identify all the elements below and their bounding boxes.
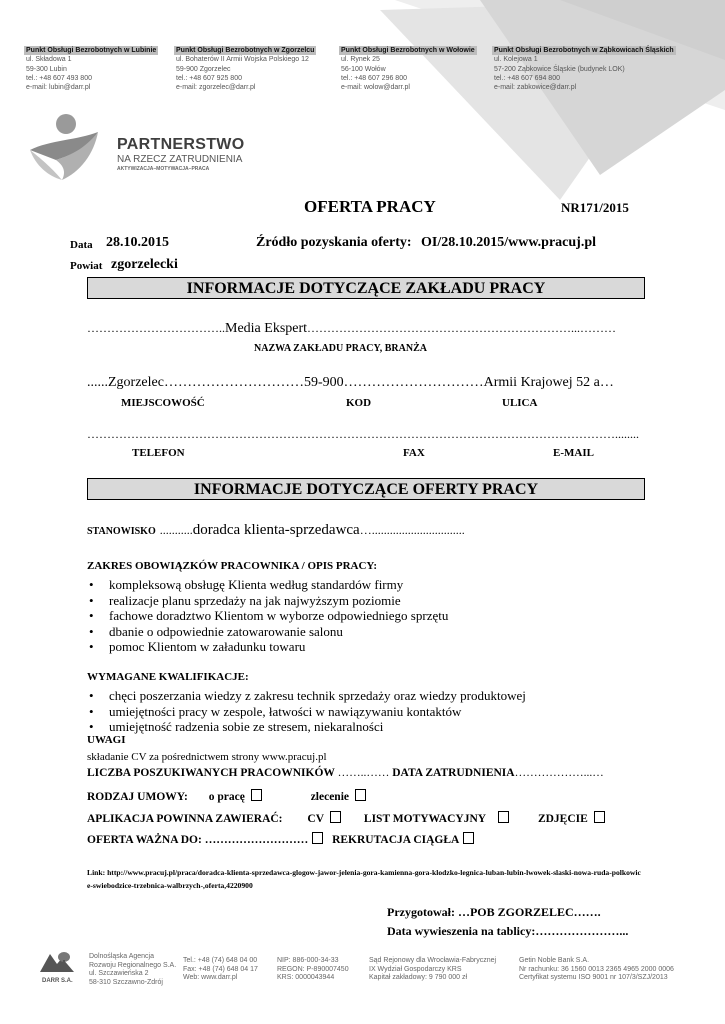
company-name: Media Ekspert (225, 321, 308, 336)
company-name-line (87, 321, 616, 337)
code-label: KOD (346, 397, 372, 409)
position-line (87, 521, 465, 539)
list-item: • umiejętności pracy w zespole, łatwości w nawiązywaniu kontaktów (87, 704, 526, 720)
footer-agency (89, 953, 176, 987)
contract-employment-checkbox[interactable] (251, 789, 262, 801)
footer-line: 58-310 Szczawno-Zdrój (89, 978, 163, 986)
office-line: 56-100 Wołów (341, 65, 386, 73)
city-label: MIEJSCOWOŚĆ (121, 397, 205, 409)
dots: …………………………………………………………...……… (307, 321, 617, 335)
powiat-label: Powiat (70, 260, 103, 272)
link-block (87, 866, 643, 892)
office-line: ul. Rynek 25 (341, 56, 380, 64)
footer-line: NIP: 886-000-34-33 (277, 957, 339, 964)
office-email[interactable]: e-mail: wolow@darr.pl (341, 84, 410, 92)
link-label: Link: (87, 868, 106, 877)
office-phone: tel.: +48 607 925 800 (176, 74, 242, 82)
office-phone: tel.: +48 607 296 800 (341, 74, 407, 82)
footer-line: Nr rachunku: 36 1560 0013 2365 4965 2000 0006 (519, 965, 674, 973)
application-line (87, 811, 605, 825)
dots: …............................... (359, 523, 465, 537)
offer-link[interactable]: http://www.pracuj.pl/praca/doradca-klienta-sprzedawca-glogow-jawor-jelenia-gora-kamienna-gora-klodzko-legnica-luban-lubin-lwowek-slaski-nowa-ruda-polkowice-swiebodzice-trzebnica-walbrzych-,oferta,4220900 (87, 868, 641, 890)
publish-date: Data wywieszenia na tablicy:…………………... (387, 924, 629, 938)
footer-contact (183, 957, 258, 983)
list-item: • fachowe doradztwo Klientom w wyborze odpowiedniego sprzętu (87, 608, 448, 624)
validity-line (87, 832, 474, 846)
count-label: LICZBA POSZUKIWANYCH PRACOWNIKÓW (87, 767, 335, 779)
contract-option-mandate: zlecenie (310, 791, 349, 803)
hire-date-label: DATA ZATRUDNIENIA (392, 767, 515, 779)
address-line: ......Zgorzelec…………………………59-900…………………………Armii Krajowej 52 a… (87, 375, 614, 390)
fax-label: FAX (403, 447, 425, 459)
darr-logo-text: DARR S.A. (42, 978, 73, 984)
dots: ........... (159, 523, 193, 537)
logo-name: PARTNERSTWO (117, 136, 245, 153)
recruit-checkbox[interactable] (463, 832, 474, 844)
company-name-label: NAZWA ZAKŁADU PRACY, BRANŻA (254, 343, 427, 354)
footer-line: Getin Noble Bank S.A. (519, 957, 590, 964)
company-section-header: INFORMACJE DOTYCZĄCE ZAKŁADU PRACY (87, 277, 645, 299)
footer-line: Rozwoju Regionalnego S.A. (89, 961, 177, 969)
letter-checkbox[interactable] (498, 811, 509, 823)
office-lubin (24, 46, 158, 92)
count-line (87, 767, 604, 779)
source-value: OI/28.10.2015/www.pracuj.pl (421, 235, 597, 250)
qualifications-label: WYMAGANE KWALIFIKACJE: (87, 671, 249, 683)
valid-value: ……………………… (204, 834, 309, 846)
duties-label: ZAKRES OBOWIĄZKÓW PRACOWNIKA / OPIS PRACY: (87, 560, 378, 572)
notes-text: składanie CV za pośrednictwem strony www.pracuj.pl (87, 751, 327, 763)
footer-bank (519, 957, 674, 983)
contract-option-employment: o pracę (208, 791, 245, 803)
dots: …………………………….. (87, 321, 225, 335)
footer-line: Sąd Rejonowy dla Wrocławia-Fabrycznej (369, 957, 497, 964)
footer-line: ul. Szczawieńska 2 (89, 970, 149, 978)
offer-number: NR171/2015 (561, 200, 629, 215)
contact-line: ……………………………………………………………………………………………………………………........ (87, 427, 639, 441)
office-email[interactable]: e-mail: zabkowice@darr.pl (494, 84, 577, 92)
app-option-letter: LIST MOTYWACYJNY (363, 813, 487, 825)
office-title: Punkt Obsługi Bezrobotnych w Zgorzelcu (176, 47, 315, 54)
footer-line: Dolnośląska Agencja (89, 953, 154, 960)
footer-link[interactable]: Web: www.darr.pl (183, 974, 238, 982)
qualifications-list (87, 688, 526, 735)
notes-label: UWAGI (87, 734, 126, 746)
source-label: Źródło pozyskania oferty: (256, 235, 412, 250)
footer-line: REGON: P-890007450 (277, 965, 349, 973)
footer-line: Kapitał zakładowy: 9 790 000 zł (369, 974, 468, 982)
logo-tagline: AKTYWIZACJA–MOTYWACJA–PRACA (117, 166, 210, 172)
contract-label: RODZAJ UMOWY: (87, 791, 188, 803)
street-label: ULICA (502, 397, 538, 409)
app-option-cv: CV (307, 813, 325, 825)
list-item: • umiejętność radzenia sobie ze stresem, niekaralności (87, 719, 526, 735)
list-item: • realizacje planu sprzedaży na jak najwyższym poziomie (87, 593, 448, 609)
list-item: • dbanie o odpowiednie zatowarowanie salonu (87, 624, 448, 640)
list-item: • kompleksową obsługę Klienta według standardów firmy (87, 577, 448, 593)
office-line: ul. Kolejowa 1 (494, 56, 538, 64)
office-line: 57-200 Ząbkowice Śląskie (budynek LOK) (494, 65, 625, 73)
office-line: ul. Bohaterów II Armii Wojska Polskiego 12 (176, 56, 309, 64)
office-phone: tel.: +48 607 694 800 (494, 74, 560, 82)
office-line: 59-900 Zgorzelec (176, 65, 231, 73)
list-item: • pomoc Klientom w załadunku towaru (87, 639, 448, 655)
office-title: Punkt Obsługi Bezrobotnych w Wołowie (341, 47, 475, 54)
offer-title: OFERTA PRACY (304, 197, 436, 216)
office-email[interactable]: e-mail: zgorzelec@darr.pl (176, 84, 256, 92)
header-decoration (0, 0, 725, 200)
recruit-label: REKRUTACJA CIĄGŁA (332, 834, 460, 846)
offer-date: 28.10.2015 (106, 235, 169, 250)
office-zabkowice (492, 46, 676, 92)
footer-line: Fax: +48 (74) 648 04 17 (183, 965, 258, 973)
footer-line: Certyfikat systemu ISO 9001 nr 107/3/SZJ/2013 (519, 974, 668, 982)
valid-label: OFERTA WAŻNA DO: (87, 834, 202, 846)
partnerstwo-logo-icon (28, 110, 108, 182)
cv-checkbox[interactable] (330, 811, 341, 823)
hire-date-value: ………………...… (514, 767, 604, 779)
office-zgorzelec (174, 46, 316, 92)
offer-section-header: INFORMACJE DOTYCZĄCE OFERTY PRACY (87, 478, 645, 500)
darr-logo-icon (40, 948, 74, 978)
email-label: E-MAIL (553, 447, 594, 459)
office-phone: tel.: +48 607 493 800 (26, 74, 92, 82)
office-email[interactable]: e-mail: lubin@darr.pl (26, 84, 91, 92)
footer-line: Tel.: +48 (74) 648 04 00 (183, 957, 258, 964)
footer-ids (277, 957, 349, 983)
count-value: ……..…… (337, 767, 390, 779)
photo-checkbox[interactable] (594, 811, 605, 823)
office-line: 59-300 Lubin (26, 65, 67, 73)
powiat-value: zgorzelecki (111, 257, 178, 272)
valid-checkbox[interactable] (312, 832, 323, 844)
prepared-by: Przygotował: …POB ZGORZELEC……. (387, 905, 601, 919)
footer-line: KRS: 0000043944 (277, 974, 335, 982)
office-line: ul. Składowa 1 (26, 56, 72, 64)
position-label: STANOWISKO (87, 526, 156, 537)
contract-line (87, 789, 366, 803)
logo-subtitle: NA RZECZ ZATRUDNIENIA (117, 154, 243, 165)
footer-line: IX Wydział Gospodarczy KRS (369, 965, 462, 973)
office-title: Punkt Obsługi Bezrobotnych w Ząbkowicach Śląskich (494, 47, 674, 54)
list-item: • chęci poszerzania wiedzy z zakresu technik sprzedaży oraz wiedzy produktowej (87, 688, 526, 704)
app-option-photo: ZDJĘCIE (537, 813, 588, 825)
position-value: doradca klienta-sprzedawca (192, 522, 360, 538)
contract-mandate-checkbox[interactable] (355, 789, 366, 801)
date-label: Data (70, 239, 93, 251)
office-wolow (339, 46, 477, 92)
phone-label: TELEFON (132, 447, 185, 459)
duties-list (87, 577, 448, 655)
footer-court (369, 957, 496, 983)
office-title: Punkt Obsługi Bezrobotnych w Lubinie (26, 47, 157, 54)
application-label: APLIKACJA POWINNA ZAWIERAĆ: (87, 813, 283, 825)
